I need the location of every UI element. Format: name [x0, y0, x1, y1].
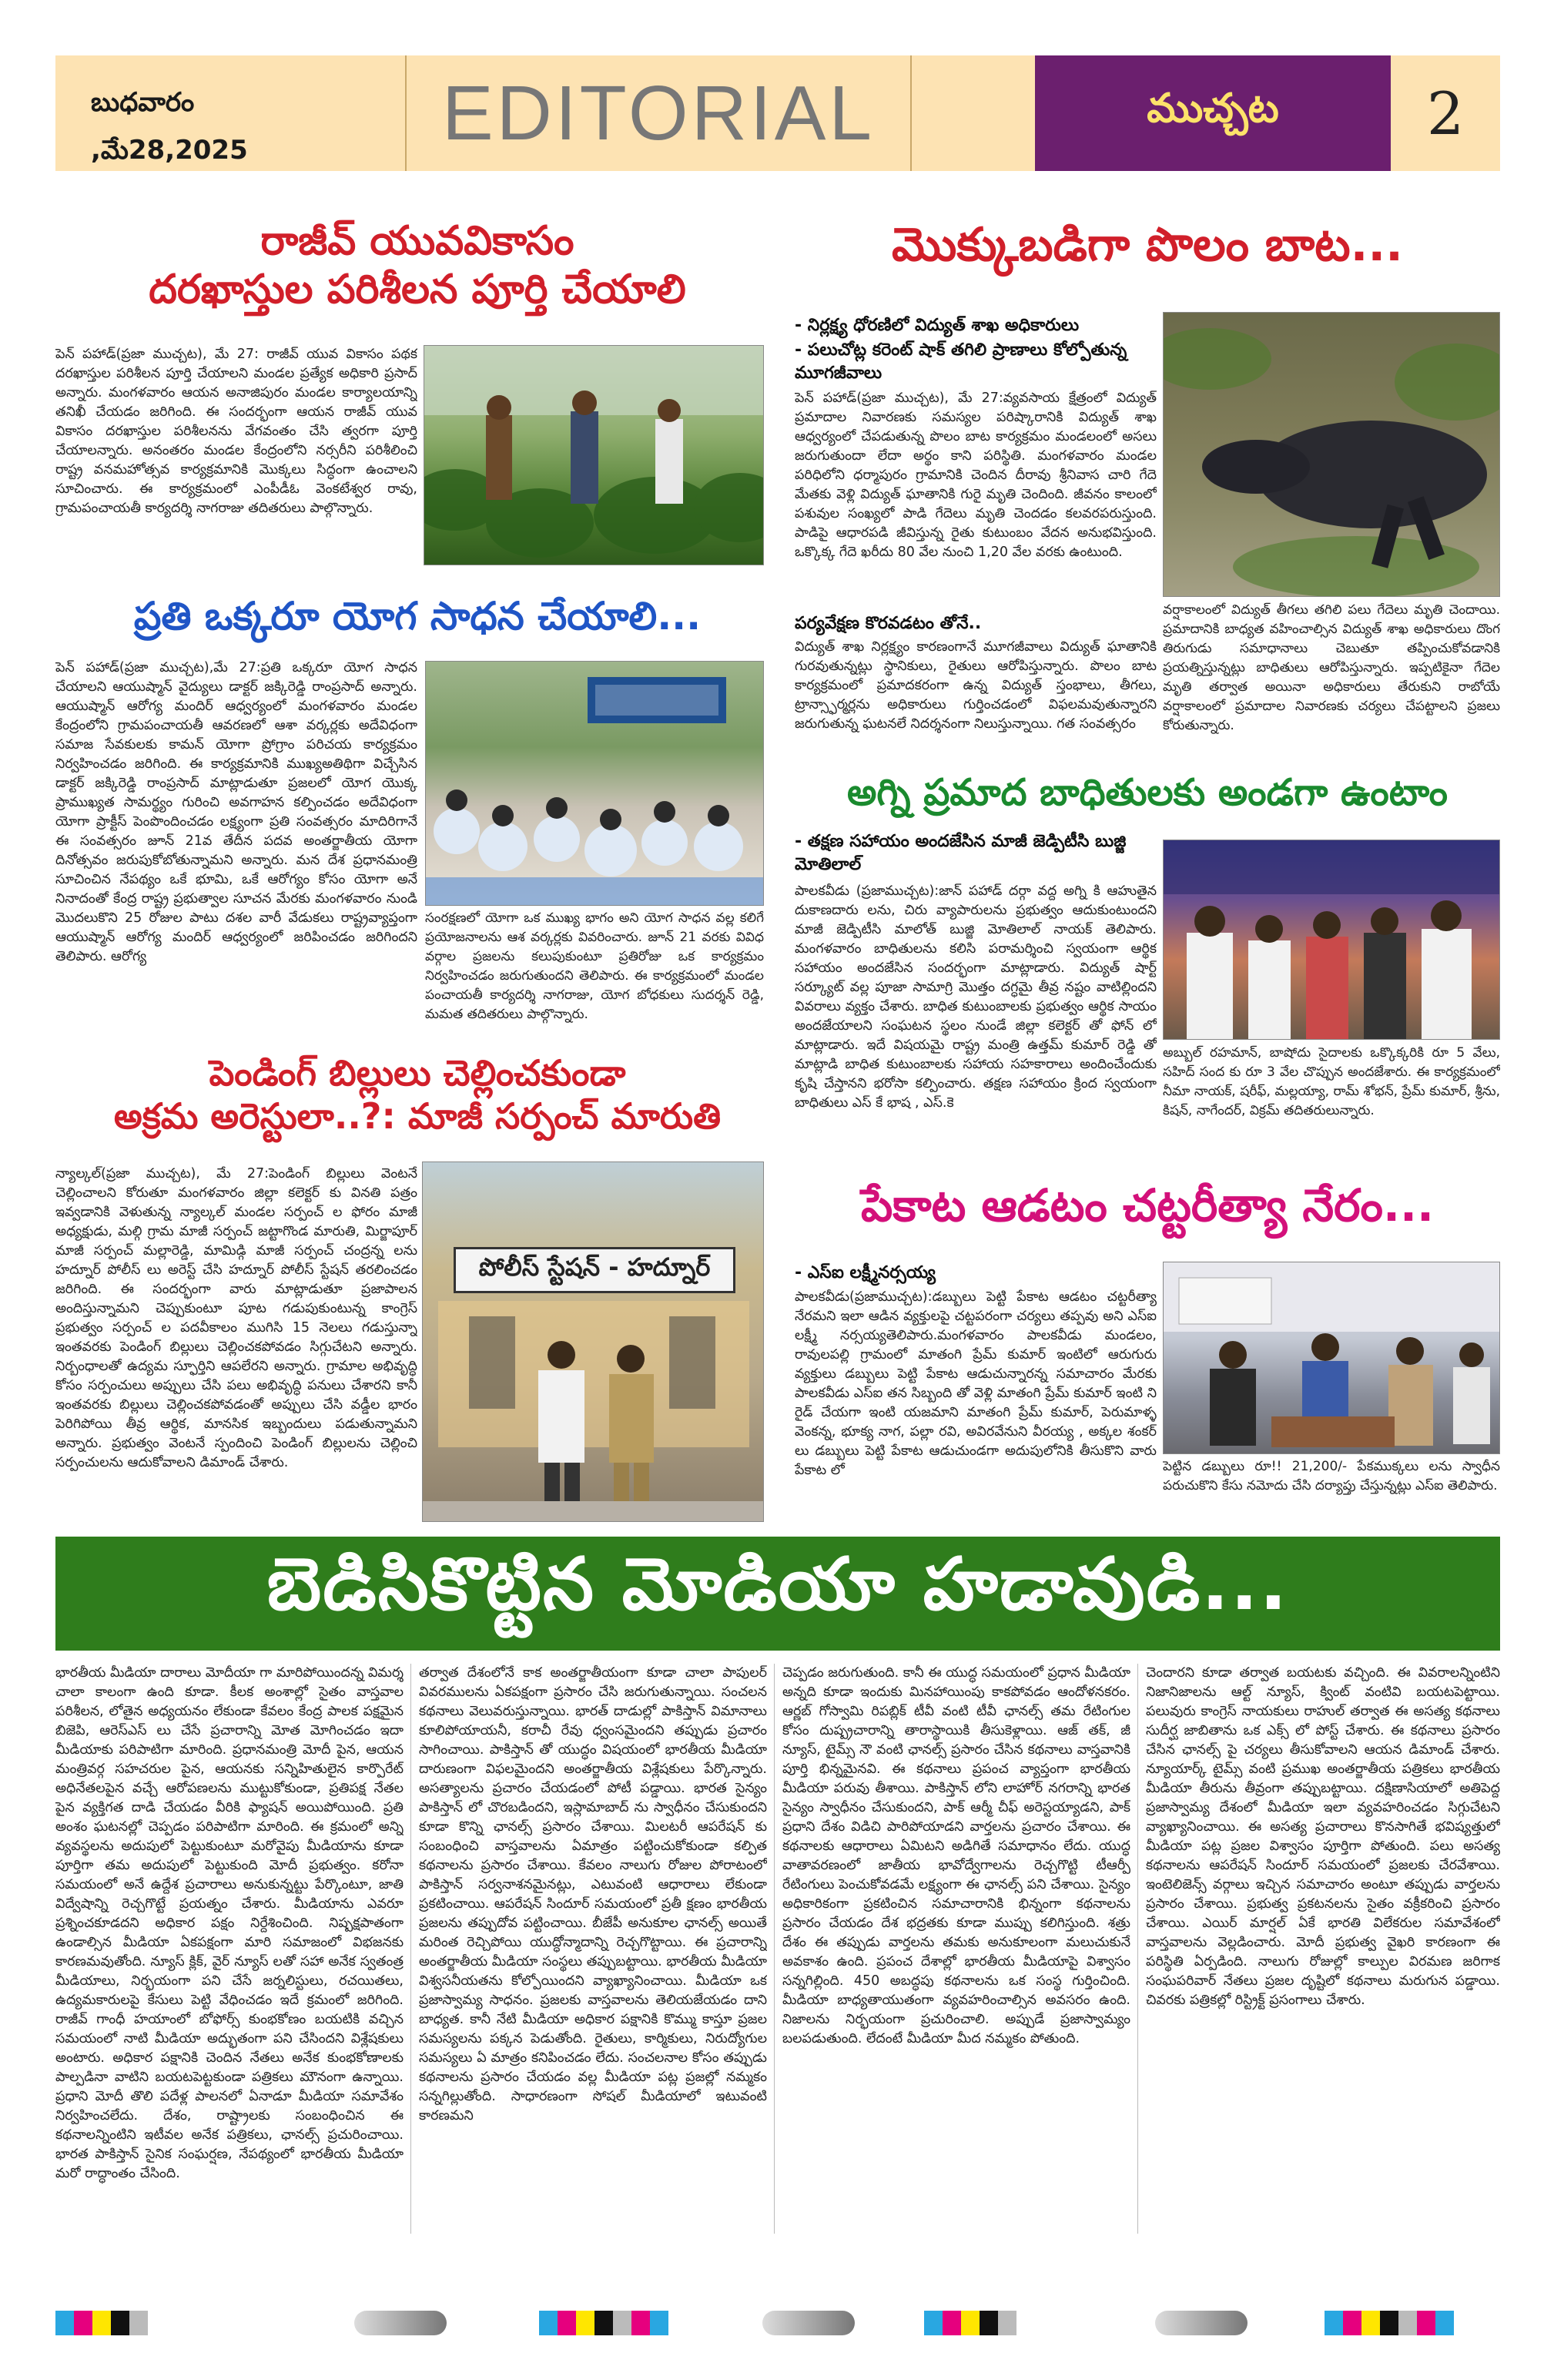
story5-caption: అబ్బుల్ రహమాన్, బాషోదు సైదాలకు ఒక్కొక్కరికి రూ 5 వేలు, సహిద్ సంద కు రూ 3 వేల చొప్పున అందజేశారు. ఈ కార్యక్రమంలో నీమా నాయక్, షరీఫ్, మల్లయ్యా, రామ్ శోభన్, ప్రేమ్ కుమార్, శ్రీను, కిషన్, నాగేందర్, విక్రమ్ తదితరులున్నారు. [1163, 1045, 1500, 1118]
story6-headline: పేకాట ఆడటం చట్టరీత్యా నేరం... [860, 1179, 1435, 1232]
story1-headline-line2: దరఖాస్తుల పరిశీలన పూర్తి చేయాలి [149, 266, 686, 313]
section-title: EDITORIAL [407, 55, 912, 171]
editorial-column-4: చెందారని కూడా తర్వాత బయటకు వచ్చింది. ఈ వివరాలన్నింటిని నిజానిజాలను ఆల్ట్ న్యూస్, క్వింట్ వంటివి బయటపెట్టాయి. పలువురు కాంగ్రెస్ నాయకులు రాహుల్ తర్వాత ఈ అసత్య కథనాలు సుదీర్ఘ జాబితాను ఒక ఎక్స్ లో పోస్ట్ చేశారు. ఈ కథనాలు ప్రసారం చేసిన ఛానల్స్ పై చర్యలు తీసుకోవాలని ఆయన డిమాండ్ చేశారు. న్యూయార్క్ టైమ్స్ వంటి ప్రముఖ అంతర్జాతీయ పత్రికలు భారతీయ మీడియా తీరును తీవ్రంగా తప్పుబట్టాయి. దక్షిణాసియాలో అతిపెద్ద ప్రజాస్వామ్య దేశంలో మీడియా ఇలా వ్యవహరించడం సిగ్గుచేటని వ్యాఖ్యానించాయి. ఈ అసత్య ప్రచారాలు కొనసాగితే భవిష్యత్తులో మీడియా పట్ల ప్రజల విశ్వాసం పూర్తిగా పోతుంది. పలు అసత్య కథనాలను ఆపరేషన్ సిందూర్ సమయంలో ప్రజలకు చేరవేశాయి. ఇంటెలిజెన్స్ వర్గాలు ఇచ్చిన సమాచారం అంటూ తప్పుడు వార్తలను ప్రసారం చేశాయి. ప్రభుత్వ ప్రకటనలను సైతం వక్రీకరించి ప్రసారం చేశాయి. ఎయిర్ మార్షల్ ఏకే భారతి విలేకరుల సమావేశంలో వాస్తవాలను వెల్లడించారు. మోదీ ప్రభుత్వ వైఖరి కారణంగా ఈ పరిస్థితి ఏర్పడింది. నాలుగు రోజుల్లో కాల్పుల విరమణ జరిగాక సంఘపరివార్ నేతలు ప్రజల దృష్టిలో కథనాలు మరుగున పడ్డాయి. చివరకు పత్రికల్లో రిస్ట్రిక్ట్ ప్రసంగాలు చేశారు. [1146, 1665, 1500, 2008]
editorial-column-3: చెప్పడం జరుగుతుంది. కానీ ఈ యుద్ధ సమయంలో ప్రధాన మీడియా అన్నది కూడా ఇందుకు మినహాయింపు కాకపోవడం ఆందోళనకరం. ఆర్ణబ్ గోస్వామి రిపబ్లిక్ టీవీ వంటి టీవీ ఛానల్స్ తమ రేటింగుల కోసం దుష్ప్రచారాన్ని తారాస్థాయికి తీసుకెళ్లాయి. ఆజ్ తక్, జీ న్యూస్, టైమ్స్ నౌ వంటి ఛానల్స్ ప్రసారం చేసిన కథనాలు వాస్తవానికి పూర్తి భిన్నమైనవి. ఈ కథనాలు ప్రపంచ వ్యాప్తంగా భారతీయ మీడియా పరువు తీశాయి. పాకిస్తాన్ లోని లాహోర్ నగరాన్ని భారత సైన్యం స్వాధీనం చేసుకుందని, పాక్ ఆర్మీ చీఫ్ అరెస్టయ్యాడని, పాక్ ప్రధాని దేశం విడిచి పారిపోయాడని వార్తలను ప్రచారం చేశాయి. ఈ కథనాలకు ఆధారాలు ఏమిటని అడిగితే సమాధానం లేదు. యుద్ధ వాతావరణంలో జాతీయ భావోద్వేగాలను రెచ్చగొట్టి టీఆర్పీ రేటింగులు పెంచుకోవడమే లక్ష్యంగా ఈ ఛానల్స్ పని చేశాయి. సైన్యం అధికారికంగా ప్రకటించిన సమాచారానికి భిన్నంగా కథనాలను ప్రసారం చేయడం దేశ భద్రతకు కూడా ముప్పు కలిగిస్తుంది. శత్రు దేశం ఈ తప్పుడు వార్తలను తమకు అనుకూలంగా మలుచుకునే అవకాశం ఉంది. ప్రపంచ దేశాల్లో భారతీయ మీడియాపై విశ్వాసం సన్నగిల్లింది. 450 అబద్ధపు కథనాలను ఒక సంస్థ గుర్తించింది. మీడియా బాధ్యతాయుతంగా వ్యవహరించాల్సిన అవసరం ఉంది. నిజాలను నిర్భయంగా ప్రచురించాలి. అప్పుడే ప్రజాస్వామ్యం బలపడుతుంది. లేదంటే మీడియా మీద నమ్మకం పోతుంది. [782, 1665, 1130, 2046]
story2-headline: ప్రతి ఒక్కరూ యోగ సాధన చేయాలి... [133, 594, 702, 639]
story1-photo [424, 345, 764, 565]
story4-subhead-1: - నిర్లక్ష్య ధోరణిలో విద్యుత్ శాఖ అధికారులు [795, 316, 1080, 335]
column-divider [1137, 1664, 1138, 2234]
story6-photo [1163, 1262, 1500, 1454]
gambling-raid-illustration [1164, 1262, 1500, 1454]
story2-photo [425, 661, 764, 906]
story2-body: పెన్ పహాడ్(ప్రజా ముచ్చట),మే 27:ప్రతి ఒక్కరూ యోగ సాధన చేయాలని ఆయుష్మాన్ వైద్యులు డాక్టర్ జక్కిరెడ్డి రాంప్రసాద్ అన్నారు. ఆయుష్మాన్ ఆరోగ్య మందిర్ ఆధ్వర్యంలో మంగళవారం మండల కేంద్రంలోని గ్రామపంచాయతీ ఆవరణలో ఆశా వర్కర్లకు అదేవిధంగా సమాజ సేవకులకు కామన్ యోగా ప్రోగ్రాం పరిచయ కార్యక్రమం నిర్వహించడం జరిగింది. ఈ కార్యక్రమానికి ముఖ్యఅతిథిగా విచ్చేసిన డాక్టర్ జక్కిరెడ్డి రాంప్రసాద్ మాట్లాడుతూ ప్రజలలో యోగ యొక్క ప్రాముఖ్యత సామర్థ్యం గురించి అవగాహన కల్పించడం అదేవిధంగా యోగా ప్రాక్టీస్ పెంపొందించడం లక్ష్యంగా ప్రతి సంవత్సరం మాదిరిగానే ఈ సంవత్సరం జూన్ 21వ తేదీన పదవ అంతర్జాతీయ యోగా దినోత్సవం జరుపుకోబోతున్నామని అన్నారు. మన దేశ ప్రధానమంత్రి సూచించిన నేపథ్యం ఒకే భూమి, ఒకే ఆరోగ్యం కోసం యోగా అనే నినాదంతో కేంద్ర రాష్ట్ర ప్రభుత్వాల సూచన మేరకు మంగళవారం నుండి మొదలుకొని 25 రోజుల పాటు దశల వారీ వేడుకలు రాష్ట్రవ్యాప్తంగా ఆయుష్మాన్ ఆరోగ్య మందిర్ ఆధ్వర్యంలో జరిపించడం జరిగిందని తెలిపారు. ఆరోగ్య [55, 660, 417, 964]
print-color-bar [55, 2311, 148, 2335]
masthead-day: బుధవారం [91, 87, 195, 118]
brand-logo: ముచ్చట [1035, 55, 1391, 171]
story5-headline: అగ్ని ప్రమాద బాధితులకు అండగా ఉంటాం [847, 771, 1448, 814]
story2-caption: సంరక్షణలో యోగా ఒక ముఖ్య భాగం అని యోగ సాధన వల్ల కలిగే ప్రయోజనాలను ఆశ వర్కర్లకు వివరించారు. జూన్ 21 వరకు వివిధ వర్గాల ప్రజలను కలుపుకుంటూ ప్రతిరోజు ఒక కార్యక్రమం నిర్వహించడం జరుగుతుందని తెలిపారు. ఈ కార్యక్రమంలో మండల పంచాయతీ కార్యదర్శి నాగరాజు, యోగ బోధకులు సుదర్శన్ రెడ్డి, మమత తదితరులు పాల్గొన్నారు. [425, 910, 764, 1022]
column-divider [410, 1664, 411, 2234]
editorial-banner-headline: బెడిసికొట్టిన మోడియా హడావుడి... [55, 1537, 1500, 1651]
story3-headline-line2: అక్రమ అరెస్టులా..?: మాజీ సర్పంచ్ మారుతి [113, 1095, 722, 1138]
column-divider [774, 1664, 775, 2234]
story4-body: పెన్ పహాడ్(ప్రజా ముచ్చట), మే 27:వ్యవసాయ క్షేత్రంలో విద్యుత్ ప్రమాదాల నివారణకు సమస్యల పరిష్కారానికి విద్యుత్ శాఖ ఆధ్వర్యంలో చేపడుతున్న పొలం బాట కార్యక్రమం మండలంలో అసలు జరుగుతుందా లేదా అర్థం కాని పరిస్థితి. మంగళవారం మండల పరిధిలోని ధర్మాపురం గ్రామానికి చెందిన దీరావు శ్రీనివాస చారి గేదె మేతకు వెళ్లి విద్యుత్ ఘాతానికి గురై మృతి చెందింది. జీవనం కాలంలో పశువుల సంఖ్యలో పాడి గేదెలు మృతి చెందడం కలవరపరుస్తుంది. పాడిపై ఆధారపడి జీవిస్తున్న రైతు కుటుంబం వేదన అనుభవిస్తుంది. ఒక్కొక్క గేదె ఖరీదు 80 వేల నుంచి 1,20 వేల వరకు ఉంటుంది. [795, 391, 1157, 560]
story1-headline [55, 217, 779, 315]
masthead-date: ,మే28,2025 [91, 135, 248, 166]
print-color-bar [924, 2311, 1016, 2335]
print-color-bar [539, 2311, 668, 2335]
masthead-date-block [55, 55, 407, 171]
story6-subhead: - ఎస్ఐ లక్ష్మీనర్సయ్య [795, 1263, 936, 1282]
masthead [55, 55, 1500, 171]
story6-caption: పెట్టిన డబ్బులు రూ!! 21,200/- పేకముక్కలు లను స్వాధీన పరుచుకొని కేసు నమోదు చేసి దర్యాప్తు చేస్తున్నట్లు ఎస్ఐ తెలిపారు. [1163, 1459, 1500, 1493]
story5-body: పాలకవీడు (ప్రజాముచ్చట):జాన్ పహాడ్ దర్గా వద్ద అగ్ని కి ఆహుతైన దుకాణదారు లను, చిరు వ్యాపారులను ప్రభుత్వం ఆదుకుంటుందని మాజీ జెడ్పిటీసి మాలోత్ బుజ్జి మోతిలాల్ నాయక్ తెలిపారు. మంగళవారం బాధితులను కలిసి పరామర్శించి స్వయంగా ఆర్థిక సహాయం అందజేసిన సందర్భంగా మాట్లాడారు. విద్యుత్ షార్ట్ సర్క్యూట్ వల్ల పూజా సామాగ్రి మొత్తం దగ్ధమై తీవ్ర నష్టం వాటిల్లిందని వివరాలు వ్యక్తం చేశారు. బాధిత కుటుంబాలకు ప్రభుత్వం ఆర్థిక సాయం అందజేయాలని సంఘటన స్థలం నుండే జిల్లా కలెక్టర్ తో ఫోన్ లో మాట్లాడారు. ఇదే విషయమై రాష్ట్ర మంత్రి ఉత్తమ్ కుమార్ రెడ్డి తో మాట్లాడి బాధిత కుటుంబాలకు సహాయ సహకారాలు అందించేందుకు కృషి చేస్తానని భరోసా కల్పించారు. తక్షణ సహాయం క్రింద స్వయంగా బాధితులు ఎస్ కే భాష , ఎస్.కె [795, 883, 1157, 1111]
story5-subhead: - తక్షణ సహాయం అందజేసిన మాజీ జెడ్పిటీసి బుజ్జి మోతిలాల్ [795, 832, 1127, 874]
story1-body: పెన్ పహాడ్(ప్రజా ముచ్చట), మే 27: రాజీవ్ యువ వికాసం పథక దరఖాస్తుల పరిశీలన పూర్తి చేయాలని మండల ప్రత్యేక అధికారి ప్రసాద్ అన్నారు. మంగళవారం ఆయన అనాజిపురం మండల కార్యాలయాన్ని తనిఖీ చేయడం జరిగింది. ఈ సందర్భంగా ఆయన రాజీవ్ యువ వికాసం దరఖాస్తుల పరిశీలనను వేగవంతం చేసి త్వరగా పూర్తి చేయాలన్నారు. అనంతరం మండల కేంద్రంలోని నర్సరీని పరిశీలించి రాష్ట్ర వనమహోత్సవ కార్యక్రమానికి మొక్కలు సిద్ధంగా ఉంచాలని సూచించారు. ఈ కార్యక్రమంలో ఎంపీడీఓ వెంకటేశ్వర రావు, గ్రామపంచాయతీ కార్యదర్శి నాగరాజు తదితరులు పాల్గొన్నారు. [55, 347, 417, 516]
story4-subhead-2: - పలుచోట్ల కరెంట్ షాక్ తగిలి ప్రాణాలు కోల్పోతున్న మూగజీవాలు [795, 340, 1127, 383]
print-gray-bar [762, 2311, 855, 2335]
print-color-bar [1325, 2311, 1454, 2335]
editorial-column-1: భారతీయ మీడియా దారాలు మోదీయా గా మారిపోయిందన్న విమర్శ చాలా కాలంగా ఉంది కూడా. కీలక అంశాల్లో సైతం వాస్తవాల పరిశీలన, లోతైన అధ్యయనం లేకుండా కేవలం కేంద్ర పాలక పక్షమైన బిజెపి, ఆరెస్ఎస్ లు చేసే ప్రచారాన్ని మోత మోగించడం ఇదా మీడియాకు పరిపాటిగా మారింది. ప్రధానమంత్రి మోదీ పైన, ఆయన మంత్రివర్గ సహచరుల పైన, ఆయనకు సన్నిహితులైన కార్పొరేట్ అధినేతలపైన వచ్చే ఆరోపణలను ముట్టుకోకుండా, ప్రతిపక్ష నేతల పైన వ్యక్తిగత దాడి చేయడం వీరికి ఫ్యాషన్ అయిపోయింది. ప్రతి అంశం ఘటనల్లో చెప్పడం పరిపాటిగా మారింది. ఈ క్రమంలో అన్ని వ్యవస్థలను అదుపులో పెట్టుకుంటూ మరోవైపు మీడియాను కూడా పూర్తిగా తమ అదుపులో పెట్టుకుంది మోదీ ప్రభుత్వం. కరోనా సమయంలో అనే ఉద్దేశ ప్రచారాలు అనుకున్నట్టు పేర్కొంటూ, జాతి విద్వేషాన్ని రెచ్చగొట్టే ప్రయత్నం చేశారు. మీడియాను ఎవరూ ప్రశ్నించకూడదని అధికార పక్షం నిర్దేశించింది. నిష్పక్షపాతంగా ఉండాల్సిన మీడియా ఏకపక్షంగా మారి సమాజంలో విభజనకు కారణమవుతోంది. న్యూస్ క్లిక్, వైర్ న్యూస్ లతో సహా అనేక స్వతంత్ర మీడియాలు, నిర్భయంగా పని చేసే జర్నలిస్టులు, రచయితలు, ఉద్యమకారులపై కేసులు పెట్టి వేధించడం ఇదే క్రమంలో జరిగింది. రాజీవ్ గాంధీ హయాంలో బోఫోర్స్ కుంభకోణం బయటికి వచ్చిన సమయంలో నాటి మీడియా అద్భుతంగా పని చేసిందని విశ్లేషకులు అంటారు. అధికార పక్షానికి చెందిన నేతలు అనేక కుంభకోణాలకు పాల్పడినా వాటిని బయటపెట్టకుండా పత్రికలు మౌనంగా ఉన్నాయి. ప్రధాని మోదీ తొలి పదేళ్ల పాలనలో ఏనాడూ మీడియా సమావేశం నిర్వహించలేదు. దేశం, రాష్ట్రాలకు సంబంధించిన ఈ కథనాలన్నింటిని ఇటీవల అనేక పత్రికలు, ఛానల్స్ ప్రచురించాయి. భారత పాకిస్తాన్ సైనిక సంఘర్షణ, నేపథ్యంలో భారతీయ మీడియా మరో రాద్ధాంతం చేసింది. [55, 1665, 404, 2181]
story6-body: పాలకవీడు(ప్రజాముచ్చట):డబ్బులు పెట్టి పేకాట ఆడటం చట్టరీత్యా నేరమని ఇలా ఆడిన వ్యక్తులపై చట్టపరంగా చర్యలు తప్పవు అని ఎస్ఐ లక్ష్మీ నర్సయ్యతెలిపారు.మంగళవారం పాలకవీడు మండలం, రావులపల్లి గ్రామంలో మాతంగి ప్రేమ్ కుమార్ ఇంటిలో ఆరుగురు వ్యక్తులు డబ్బులు పెట్టి పేకాట ఆడుచున్నారన్న సమాచారం మేరకు పాలకవీడు ఎస్ఐ తన సిబ్బంది తో వెళ్లి మాతంగి ప్రేమ్ కుమార్ ఇంటి ని రైడ్ చేయగా ఇంటి యజమాని మాతంగి ప్రేమ్ కుమార్, పెరుమాళ్ళ వెంకన్న, భూక్య నాగ, పల్లా రవి, అవిరవేనుని వీరయ్య , అక్కల శంకర్ లు డబ్బులు పెట్టి పేకాట ఆడుచుండగా అదుపులోనికి తీసుకొని వారు పేకాట లో [795, 1289, 1157, 1478]
police-station-illustration [423, 1162, 764, 1522]
story4-body-2: విద్యుత్ శాఖ నిర్లక్ష్యం కారణంగానే మూగజీవాలు విద్యుత్ ఘాతానికి గురవుతున్నట్లు స్థానికులు, రైతులు ఆరోపిస్తున్నారు. పొలం బాట కార్యక్రమంలో ప్రమాదకరంగా ఉన్న విద్యుత్ స్తంభాలు, తీగలు, ట్రాన్స్ఫార్మర్లను అధికారులు గుర్తించడంలో విఫలమవుతున్నారని జరుగుతున్న ఘటనలే నిదర్శనంగా నిలుస్తున్నాయి. గత సంవత్సరం [795, 639, 1157, 732]
story5-photo [1163, 840, 1500, 1040]
story3-photo [422, 1162, 764, 1522]
story4-subhead-3: పర్యవేక్షణ కొరవడటం తోనే.. [795, 614, 982, 633]
print-gray-bar [354, 2311, 447, 2335]
dead-buffalo-illustration [1164, 313, 1500, 597]
story4-photo [1163, 312, 1500, 597]
nursery-photo-illustration [424, 346, 764, 565]
fire-victims-group-illustration [1164, 840, 1500, 1040]
yoga-group-illustration [426, 662, 764, 906]
story1-headline-line1: రాజీవ్ యువవికాసం [260, 218, 574, 264]
page-number: 2 [1426, 79, 1465, 148]
story4-caption: వర్షాకాలంలో విద్యుత్ తీగలు తగిలి పలు గేదెలు మృతి చెందాయి. ప్రమాదానికి బాధ్యత వహించాల్సిన విద్యుత్ శాఖ అధికారులు దొంగ తిరుగుడు సమాధానాలు చెబుతూ తప్పించుకోవడానికి ప్రయత్నిస్తున్నట్లు బాధితులు ఆరోపిస్తున్నారు. ఇప్పటికైనా గేదెల మృతి తర్వాత అయినా అధికారులు తేరుకుని రాబోయే వర్షాకాలంలో ప్రమాదాల నివారణకు చర్యలు చేపట్టాలని ప్రజలు కోరుతున్నారు. [1163, 602, 1500, 733]
police-station-sign: పోలీస్ స్టేషన్ - హద్నూర్ [454, 1247, 735, 1293]
story3-headline [55, 1051, 779, 1138]
print-gray-bar [1155, 2311, 1248, 2335]
editorial-column-2: తర్వాత దేశంలోనే కాక అంతర్జాతీయంగా కూడా చాలా పాపులర్ వివరములను ఏకపక్షంగా ప్రసారం చేసి జరుగుతున్నాయి. సంచలన కథనాలు వెలువరుస్తున్నాయి. భారత్ దాడుల్లో పాకిస్తాన్ విమానాలు కూలిపోయాయనీ, కరాచీ రేవు ధ్వంసమైందని తప్పుడు ప్రచారం సాగించాయి. పాకిస్తాన్ తో యుద్ధం విషయంలో భారతీయ మీడియా దారుణంగా విఫలమైందని అంతర్జాతీయ విశ్లేషకులు పేర్కొన్నారు. అసత్యాలను ప్రచారం చేయడంలో పోటీ పడ్డాయి. భారత సైన్యం పాకిస్తాన్ లో చొరబడిందని, ఇస్లామాబాద్ ను స్వాధీనం చేసుకుందని కూడా కొన్ని ఛానల్స్ ప్రసారం చేశాయి. మిలటరీ ఆపరేషన్ కు సంబంధించి వాస్తవాలను ఏమాత్రం పట్టించుకోకుండా కల్పిత కథనాలను ప్రసారం చేశాయి. కేవలం నాలుగు రోజుల పోరాటంలో పాకిస్తాన్ సర్వనాశనమైనట్లు, ఎటువంటి ఆధారాలు లేకుండా ప్రకటించాయి. ఆపరేషన్ సిందూర్ సమయంలో ప్రతీ క్షణం భారతీయ ప్రజలను తప్పుదోవ పట్టించాయి. బీజేపీ అనుకూల ఛానల్స్ అయితే మరింత రెచ్చిపోయి యుద్ధోన్మాదాన్ని రెచ్చగొట్టాయి. ఈ ప్రచారాన్ని అంతర్జాతీయ మీడియా సంస్థలు తప్పుబట్టాయి. భారతీయ మీడియా విశ్వసనీయతను కోల్పోయిందని వ్యాఖ్యానించాయి. మీడియా ఒక ప్రజాస్వామ్య సాధనం. ప్రజలకు వాస్తవాలను తెలియజేయడం దాని బాధ్యత. కానీ నేటి మీడియా అధికార పక్షానికి కొమ్ము కాస్తూ ప్రజల సమస్యలను పక్కన పెడుతోంది. రైతులు, కార్మికులు, నిరుద్యోగుల సమస్యలు ఏ మాత్రం కనిపించడం లేదు. సంచలనాల కోసం తప్పుడు కథనాలను ప్రసారం చేయడం వల్ల మీడియా పట్ల ప్రజల్లో నమ్మకం సన్నగిల్లుతోంది. సాధారణంగా సోషల్ మీడియాలో ఇటువంటి కారణమని [419, 1665, 767, 2124]
story4-headline: మొక్కుబడిగా పొలం బాట... [892, 218, 1403, 272]
story3-body: న్యాల్కల్(ప్రజా ముచ్చట), మే 27:పెండింగ్ బిల్లులు వెంటనే చెల్లించాలని కోరుతూ మంగళవారం జిల్లా కలెక్టర్ కు వినతి పత్రం ఇవ్వడానికి వెళుతున్న న్యాల్కల్ మండల సర్పంచ్ ల ఫోరం మాజీ అధ్యక్షుడు, మల్గి గ్రామ మాజీ సర్పంచ్ జట్టాగొండ మారుతి, మిర్జాపూర్ మాజీ సర్పంచ్ మల్లారెడ్డి, మామిడ్గి మాజీ సర్పంచ్ చంద్రన్న లను హద్నూర్ పోలీస్ లు అరెస్ట్ చేసి హద్నూర్ పోలీస్ స్టేషన్ తరలించడం జరిగింది. ఈ సందర్భంగా వారు మాట్లాడుతూ ప్రజాపాలన అందిస్తున్నామని చెప్పుకుంటూ పూట గడుపుకుంటున్న కాంగ్రెస్ ప్రభుత్వం సర్పంచ్ ల పదవీకాలం ముగిసి 15 నెలలు గడుస్తున్నా ఇంతవరకు పెండింగ్ బిల్లులు చెల్లించకపోవడం సిగ్గుచేటని అన్నారు. నిర్బంధాలతో ఉద్యమ స్ఫూర్తిని ఆపలేరని అన్నారు. గ్రామాల అభివృద్ధి కోసం సర్పంచులు అప్పులు చేసి పలు అభివృద్ధి పనులు చేశారని కానీ ఇంతవరకు బిల్లులు చెల్లించకపోవడంతో అప్పులు చేసి వడ్డీల భారం పెరిగిపోయి తీవ్ర ఆర్థిక, మానసిక ఇబ్బందులు పడుతున్నామని అన్నారు. ప్రభుత్వం వెంటనే స్పందించి పెండింగ్ బిల్లులను చెల్లించి సర్పంచులను ఆదుకోవాలని డిమాండ్ చేశారు. [55, 1166, 417, 1470]
story3-headline-line1: పెండింగ్ బిల్లులు చెల్లించకుండా [209, 1052, 626, 1094]
